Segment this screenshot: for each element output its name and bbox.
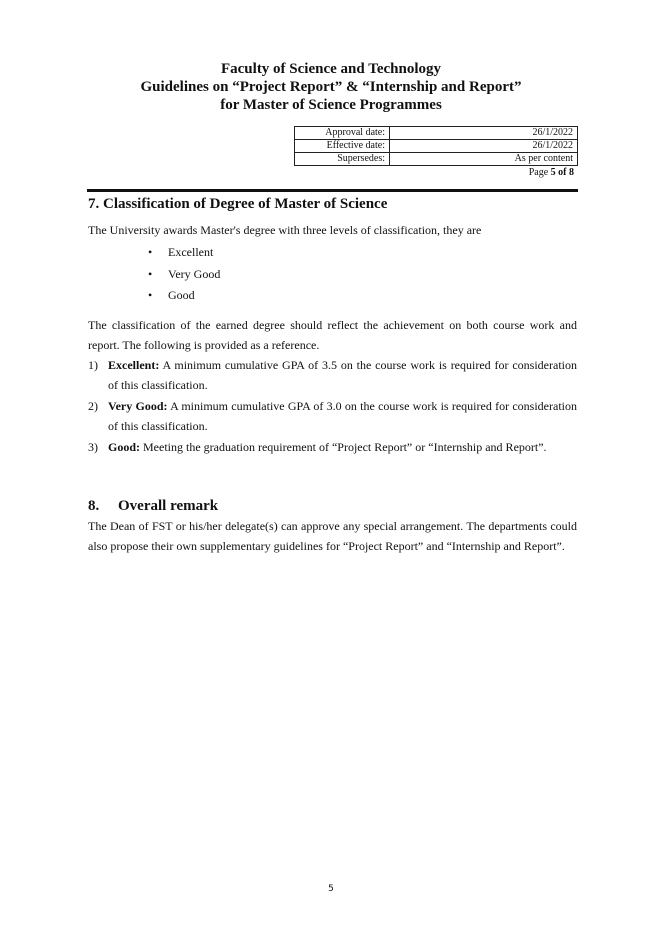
classification-levels-list — [146, 242, 220, 307]
item-number: 1) — [88, 358, 98, 372]
section-8-heading — [88, 497, 218, 515]
bullet-icon: • — [148, 245, 153, 259]
approval-date-label: Approval date: — [295, 127, 390, 140]
page-number: 5 — [328, 884, 334, 894]
level-label: Good — [168, 288, 195, 302]
page-prefix: Page — [528, 167, 551, 178]
criteria-item — [88, 355, 577, 395]
effective-date-value: 26/1/2022 — [390, 140, 578, 153]
item-term: Good: — [108, 440, 141, 454]
approval-date-row — [295, 127, 578, 140]
section-7-intro: The University awards Master's degree with three levels of classification, they are — [88, 223, 482, 237]
section-7-heading: 7. Classification of Degree of Master of Science — [88, 196, 388, 212]
criteria-item — [88, 396, 577, 436]
bullet-icon: • — [148, 288, 153, 302]
section-8-title: 8. Overall remark — [88, 498, 219, 514]
classification-paragraph: The classification of the earned degree should reflect the achievement on both course work and report. The following is provided as a reference. — [88, 318, 577, 352]
item-text: Meeting the graduation requirement of “Project Report” or “Internship and Report”. — [140, 440, 547, 454]
item-text: A minimum cumulative GPA of 3.5 on the course work is required for consideration of this classification. — [108, 358, 577, 392]
approval-date-value: 26/1/2022 — [390, 127, 578, 140]
bullet-icon: • — [148, 266, 153, 281]
list-item — [146, 242, 220, 264]
effective-date-row — [295, 140, 578, 153]
page-separator: of — [555, 167, 569, 178]
list-item — [146, 285, 220, 307]
guidelines-title: Guidelines on “Project Report” & “Internship and Report” — [140, 79, 522, 95]
classification-criteria-list — [88, 355, 577, 458]
list-item — [146, 264, 220, 286]
item-term: Very Good: — [108, 399, 168, 413]
item-number: 3) — [88, 440, 98, 454]
page-of-indicator — [294, 167, 574, 179]
page-current: 5 — [550, 167, 556, 178]
supersedes-value: As per content — [390, 153, 578, 166]
effective-date-label: Effective date: — [295, 140, 390, 153]
item-term: Excellent: — [108, 358, 160, 372]
page-total: 8 — [569, 167, 574, 178]
programme-title: for Master of Science Programmes — [220, 97, 442, 113]
criteria-item — [88, 437, 577, 457]
level-label: Excellent — [168, 245, 214, 259]
item-number: 2) — [88, 399, 98, 413]
header-divider — [87, 189, 578, 192]
overall-remark-paragraph: The Dean of FST or his/her delegate(s) can approve any special arrangement. The departments could also propose their own supplementary guidelines for “Project Report” and “Internship and Report”. — [88, 519, 577, 553]
supersedes-label: Supersedes: — [295, 153, 390, 166]
item-text: A minimum cumulative GPA of 3.0 on the course work is required for consideration of this classification. — [108, 399, 577, 433]
supersedes-row — [295, 153, 578, 166]
faculty-title: Faculty of Science and Technology — [220, 61, 441, 77]
approval-info-table — [294, 126, 578, 166]
level-label: Very Good — [168, 266, 221, 281]
